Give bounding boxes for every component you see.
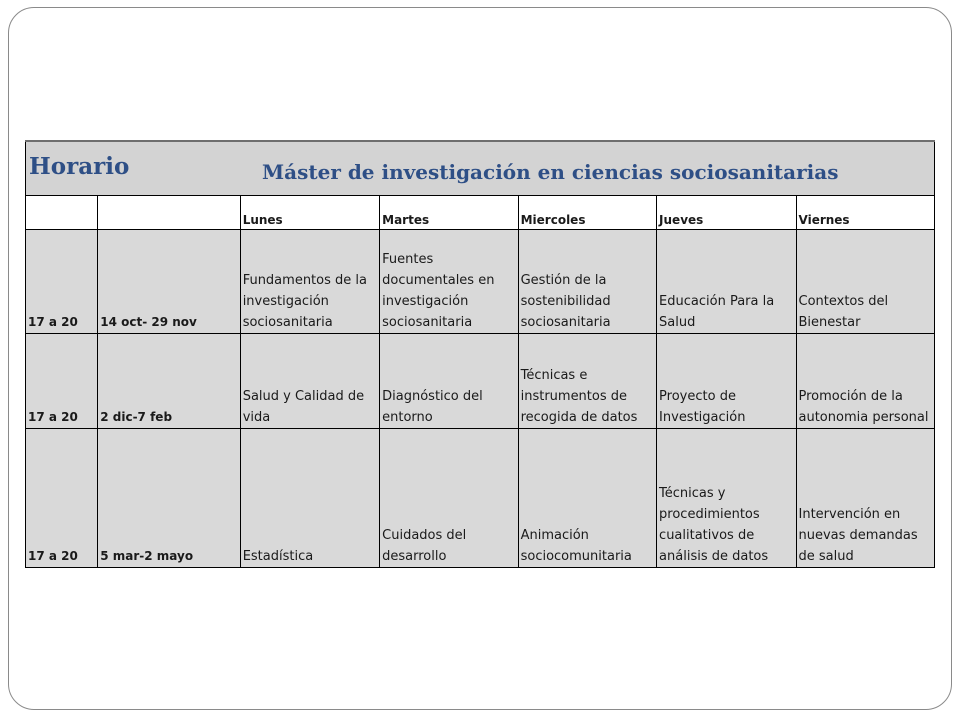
subject-cell: Gestión de la sostenibilidad sociosanitaria: [518, 230, 656, 334]
header-day-wednesday: Miercoles: [518, 196, 656, 230]
subject-cell: Cuidados del desarrollo: [380, 429, 518, 568]
header-day-friday: Viernes: [796, 196, 935, 230]
title-row: [26, 141, 935, 196]
subject-cell: Técnicas y procedimientos cualitativos de análisis de datos: [657, 429, 796, 568]
subject-cell: Técnicas e instrumentos de recogida de datos: [518, 334, 656, 429]
period-cell: 5 mar-2 mayo: [98, 429, 240, 568]
hours-cell: 17 a 20: [26, 230, 98, 334]
header-day-thursday: Jueves: [657, 196, 796, 230]
hours-cell: 17 a 20: [26, 429, 98, 568]
header-day-tuesday: Martes: [380, 196, 518, 230]
table-row: [26, 334, 935, 429]
subject-cell: Diagnóstico del entorno: [380, 334, 518, 429]
subject-cell: Fundamentos de la investigación sociosanitaria: [240, 230, 379, 334]
hours-cell: 17 a 20: [26, 334, 98, 429]
subject-cell: Promoción de la autonomia personal: [796, 334, 935, 429]
schedule-table: [25, 140, 935, 568]
subject-cell: Estadística: [240, 429, 379, 568]
subject-cell: Animación sociocomunitaria: [518, 429, 656, 568]
header-period: [98, 196, 240, 230]
subject-cell: Educación Para la Salud: [657, 230, 796, 334]
header-row: [26, 196, 935, 230]
header-day-monday: Lunes: [240, 196, 379, 230]
table-row: [26, 230, 935, 334]
period-cell: 2 dic-7 feb: [98, 334, 240, 429]
subject-cell: Contextos del Bienestar: [796, 230, 935, 334]
program-title: Máster de investigación en ciencias sociosanitarias: [262, 160, 839, 184]
subject-cell: Fuentes documentales en investigación sociosanitaria: [380, 230, 518, 334]
period-cell: 14 oct- 29 nov: [98, 230, 240, 334]
subject-cell: Salud y Calidad de vida: [240, 334, 379, 429]
subject-cell: Proyecto de Investigación: [657, 334, 796, 429]
schedule-title: Horario: [29, 153, 130, 180]
title-cell: [26, 141, 935, 196]
table-row: [26, 429, 935, 568]
subject-cell: Intervención en nuevas demandas de salud: [796, 429, 935, 568]
header-hours: [26, 196, 98, 230]
